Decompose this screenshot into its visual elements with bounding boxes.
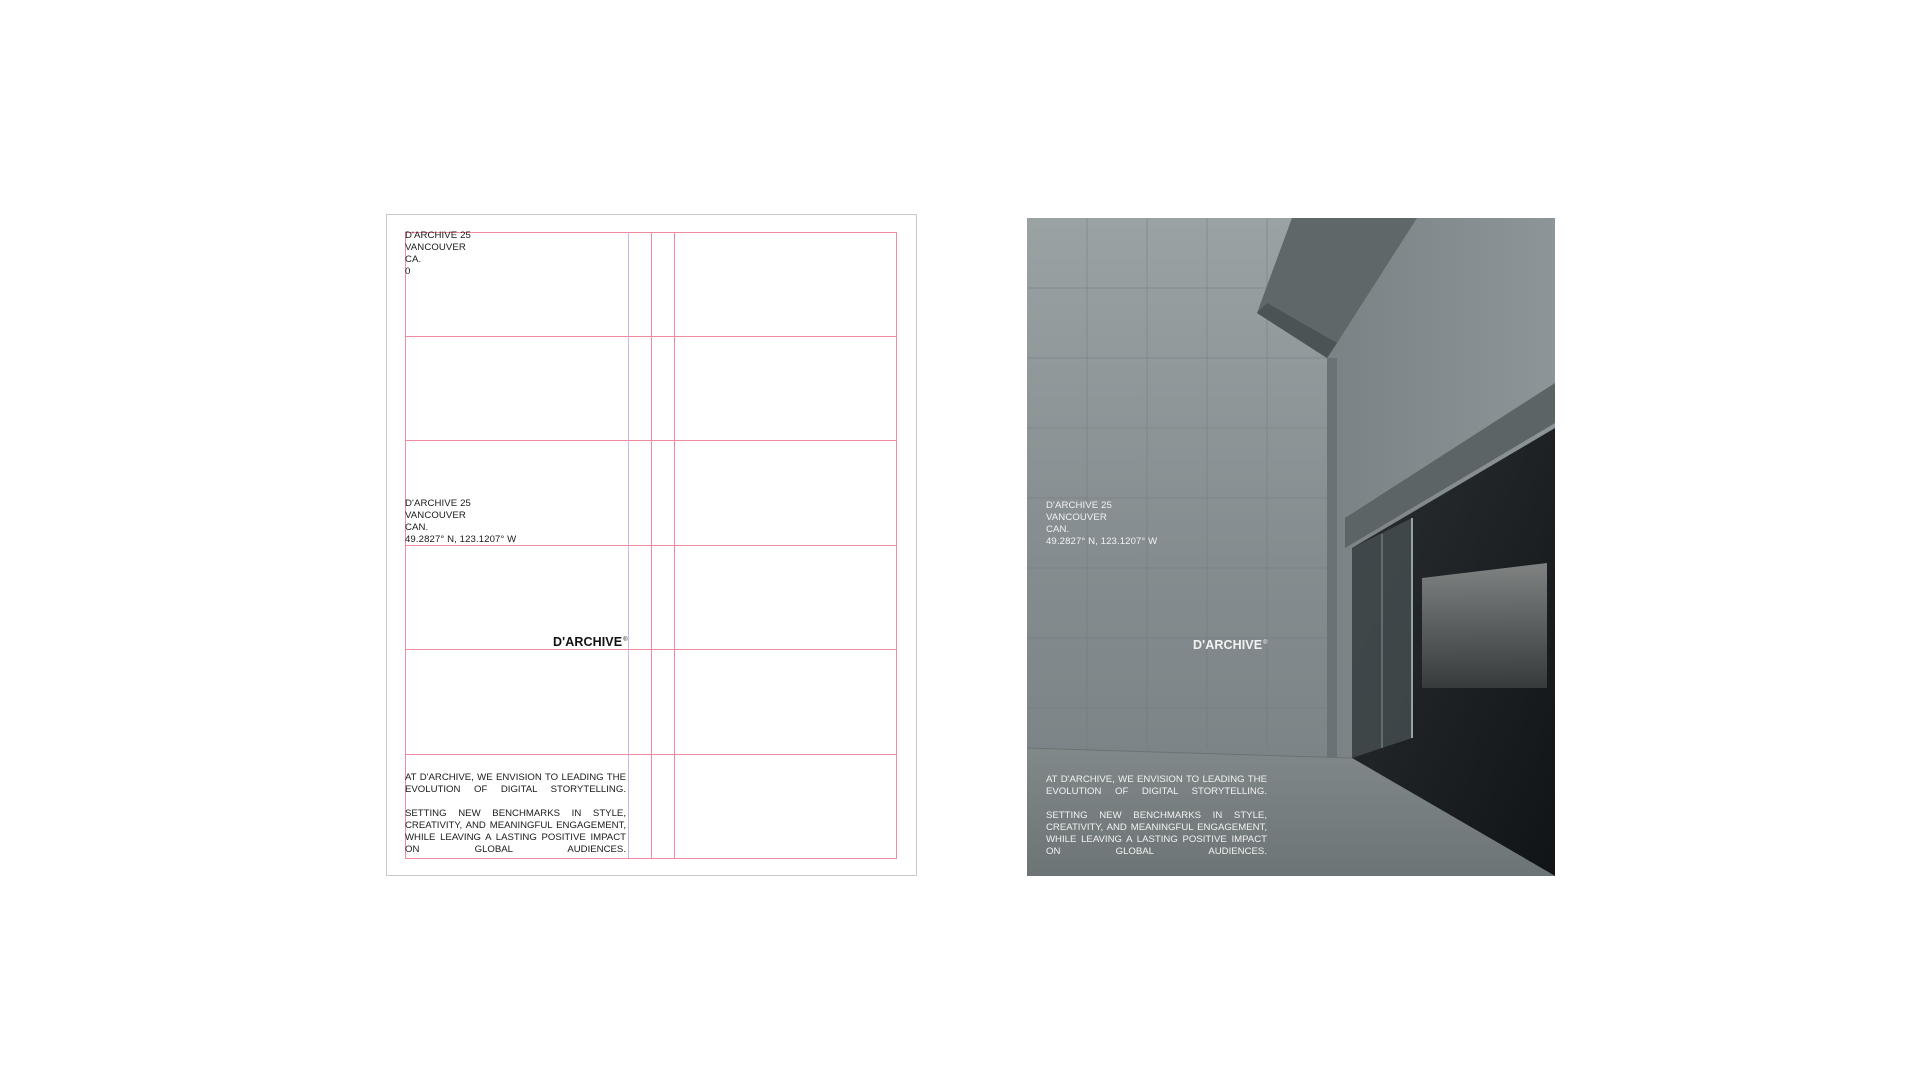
photo-poster xyxy=(1027,218,1555,876)
header-text-block xyxy=(405,230,471,278)
grid-row-line xyxy=(405,754,896,755)
header-line: CA. xyxy=(405,254,422,265)
grid-layout-sheet xyxy=(386,214,917,876)
grid-row-line xyxy=(405,336,896,337)
registered-mark: ® xyxy=(623,637,628,643)
grid-row-line xyxy=(405,858,896,859)
location-line: VANCOUVER xyxy=(405,510,466,521)
header-line: 0 xyxy=(405,266,411,277)
location-line: CAN. xyxy=(1046,524,1070,535)
brand-logo xyxy=(1193,638,1268,652)
location-text-block xyxy=(1046,500,1157,548)
mission-statement xyxy=(1046,774,1267,858)
header-line: D'ARCHIVE 25 xyxy=(405,230,471,241)
location-text-block xyxy=(405,498,516,546)
mission-paragraph: AT D'ARCHIVE, WE ENVISION TO LEADING THE EVOLUTION OF DIGITAL STORYTELLING. xyxy=(1046,774,1267,797)
grid-row-line xyxy=(405,232,896,233)
location-line: VANCOUVER xyxy=(1046,512,1107,523)
registered-mark: ® xyxy=(1263,640,1268,646)
brand-logo xyxy=(553,635,628,649)
brand-name: D'ARCHIVE xyxy=(1193,638,1263,652)
header-line: VANCOUVER xyxy=(405,242,466,253)
location-line: D'ARCHIVE 25 xyxy=(405,498,471,509)
mission-paragraph: SETTING NEW BENCHMARKS IN STYLE, CREATIVITY, AND MEANINGFUL ENGAGEMENT, WHILE LEAVING A LASTING POSITIVE IMPACT ON GLOBAL AUDIENCES. xyxy=(1046,810,1267,857)
mission-paragraph: SETTING NEW BENCHMARKS IN STYLE, CREATIVITY, AND MEANINGFUL ENGAGEMENT, WHILE LEAVING A LASTING POSITIVE IMPACT ON GLOBAL AUDIENCES. xyxy=(405,808,626,855)
mission-statement xyxy=(405,772,626,856)
location-line: CAN. xyxy=(405,522,429,533)
grid-row-line xyxy=(405,649,896,650)
brand-name: D'ARCHIVE xyxy=(553,635,623,649)
coordinates-line: 49.2827° N, 123.1207° W xyxy=(1046,536,1158,547)
mission-paragraph: AT D'ARCHIVE, WE ENVISION TO LEADING THE EVOLUTION OF DIGITAL STORYTELLING. xyxy=(405,772,626,795)
grid-row-line xyxy=(405,440,896,441)
grid-column-line xyxy=(896,232,897,859)
coordinates-line: 49.2827° N, 123.1207° W xyxy=(405,534,517,545)
location-line: D'ARCHIVE 25 xyxy=(1046,500,1112,511)
